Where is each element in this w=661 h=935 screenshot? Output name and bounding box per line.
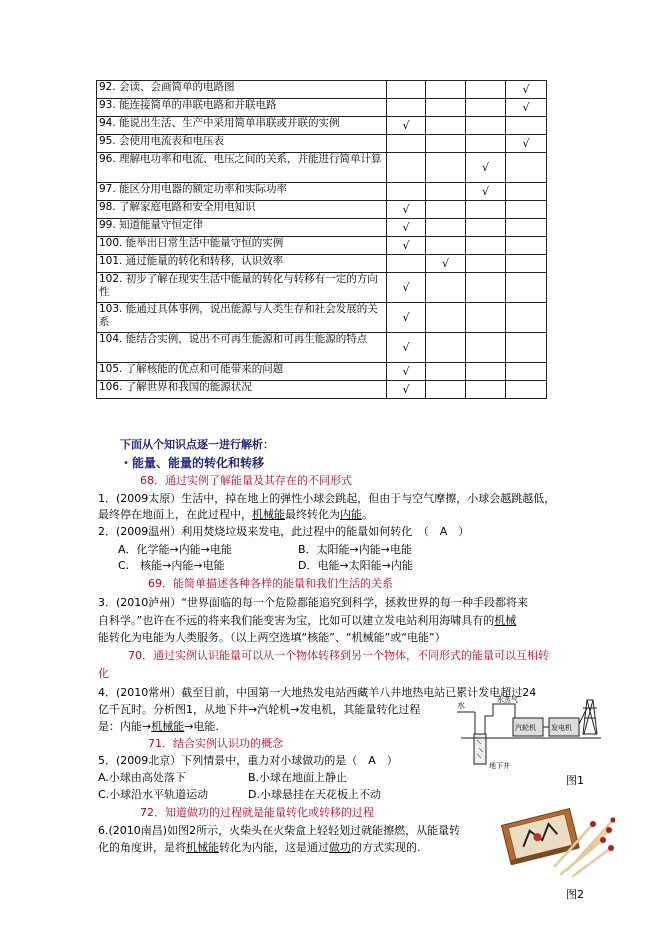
table-row bbox=[97, 183, 547, 201]
standard-text-cell bbox=[97, 201, 387, 219]
standard-text-cell bbox=[97, 381, 387, 399]
standard-71: 71．结合实例认识功的概念 bbox=[148, 737, 283, 750]
standard-description: 初步了解在现实生活中能量的转化与转移有一定的方向性 bbox=[99, 273, 378, 298]
standard-72: 72．知道做功的过程就是能量转化或转移的过程 bbox=[140, 806, 374, 819]
level-mark-cell: √ bbox=[387, 273, 426, 303]
level-mark-cell bbox=[506, 303, 547, 333]
standard-text-cell bbox=[97, 99, 387, 117]
standard-number: 105. bbox=[99, 363, 123, 375]
standard-description: 能举出日常生活中能量守恒的实例 bbox=[125, 237, 284, 249]
level-mark-cell bbox=[426, 333, 466, 363]
table-row bbox=[97, 237, 547, 255]
standard-text-cell bbox=[97, 237, 387, 255]
standard-description: 能连接简单的串联电路和并联电路 bbox=[119, 99, 277, 111]
standard-number: 99. bbox=[99, 219, 116, 231]
standard-number: 92. bbox=[99, 81, 116, 93]
q5-option-a: A.小球由高处落下 bbox=[98, 771, 186, 784]
figure1-label-turbine: 汽轮机 bbox=[515, 725, 536, 732]
standard-number: 97. bbox=[99, 183, 116, 195]
table-row bbox=[97, 219, 547, 237]
level-mark-cell bbox=[466, 303, 506, 333]
table-row bbox=[97, 381, 547, 399]
q3-line2: 自科学。”也许在不远的将来我们能变害为宝，比如可以建立发电站利用海啸具有的机械 bbox=[98, 614, 517, 627]
level-mark-cell bbox=[506, 333, 547, 363]
table-row bbox=[97, 273, 547, 303]
level-mark-cell: √ bbox=[387, 381, 426, 399]
standard-description: 能区分用电器的额定功率和实际功率 bbox=[119, 183, 288, 195]
standard-description: 会使用电流表和电压表 bbox=[119, 135, 225, 147]
q4-line2: 亿千瓦时。分析图1，从地下井→汽轮机→发电机，其能量转化过程 bbox=[98, 703, 421, 716]
q5-option-c: C.小球沿水平轨道运动 bbox=[98, 788, 209, 801]
level-mark-cell bbox=[426, 117, 466, 135]
level-mark-cell bbox=[506, 201, 547, 219]
standard-text-cell bbox=[97, 255, 387, 273]
level-mark-cell bbox=[506, 273, 547, 303]
level-mark-cell bbox=[506, 183, 547, 201]
standard-description: 了解世界和我国的能源状况 bbox=[125, 381, 252, 393]
q2-option-c: C. 核能→内能→电能 bbox=[118, 559, 225, 572]
level-mark-cell bbox=[426, 381, 466, 399]
level-mark-cell bbox=[387, 183, 426, 201]
standard-text-cell bbox=[97, 153, 387, 183]
q2-option-d: D．电能→太阳能→内能 bbox=[298, 559, 413, 572]
table-row bbox=[97, 81, 547, 99]
table-row bbox=[97, 363, 547, 381]
figure1-label-well: 地下井 bbox=[489, 763, 510, 770]
level-mark-cell bbox=[466, 81, 506, 99]
q3-answer-1: 机械 bbox=[494, 614, 517, 627]
level-mark-cell bbox=[426, 237, 466, 255]
q4-line1: 4．(2010常州）截至目前，中国第一大地热发电站西藏羊八井地热电站已累计发电超过24 bbox=[98, 686, 537, 699]
q1-answer-1: 机械能 bbox=[252, 508, 285, 521]
level-mark-cell: √ bbox=[387, 237, 426, 255]
table-row bbox=[97, 333, 547, 363]
level-mark-cell: √ bbox=[387, 117, 426, 135]
level-mark-cell bbox=[426, 135, 466, 153]
level-mark-cell: √ bbox=[466, 153, 506, 183]
level-mark-cell bbox=[506, 363, 547, 381]
standard-description: 会读、会画简单的电路图 bbox=[119, 81, 235, 93]
level-mark-cell: √ bbox=[466, 183, 506, 201]
level-mark-cell bbox=[466, 117, 506, 135]
standard-description: 理解电功率和电流、电压之间的关系，并能进行简单计算 bbox=[119, 153, 382, 165]
standard-text-cell bbox=[97, 219, 387, 237]
level-mark-cell: √ bbox=[387, 363, 426, 381]
level-mark-cell bbox=[466, 219, 506, 237]
standard-description: 能通过具体事例，说出能源与人类生存和社会发展的关系 bbox=[99, 303, 378, 328]
standard-number: 96. bbox=[99, 153, 116, 165]
standard-description: 了解家庭电路和安全用电知识 bbox=[119, 201, 256, 213]
level-mark-cell: √ bbox=[387, 333, 426, 363]
level-mark-cell: √ bbox=[387, 201, 426, 219]
figure1-label-water: 水 bbox=[457, 701, 465, 710]
level-mark-cell: √ bbox=[387, 303, 426, 333]
q6-line1: 6.(2010南昌)如图2所示，火柴头在火柴盒上轻轻划过就能擦燃，从能量转 bbox=[98, 824, 461, 837]
standard-number: 103. bbox=[99, 303, 123, 315]
standard-number: 106. bbox=[99, 381, 123, 393]
level-mark-cell bbox=[387, 81, 426, 99]
table-row bbox=[97, 117, 547, 135]
figure2-matchbox-illustration bbox=[497, 790, 615, 882]
q5-stem: 5．(2009北京）下列情景中，重力对小球做功的是（ A ） bbox=[98, 754, 398, 767]
standard-text-cell bbox=[97, 333, 387, 363]
level-mark-cell: √ bbox=[506, 135, 547, 153]
level-mark-cell bbox=[426, 153, 466, 183]
q6-answer-1: 机械能 bbox=[186, 841, 219, 854]
figure1-caption: 图1 bbox=[566, 774, 584, 787]
standard-text-cell bbox=[97, 81, 387, 99]
level-mark-cell bbox=[387, 135, 426, 153]
level-mark-cell bbox=[506, 153, 547, 183]
level-mark-cell bbox=[466, 363, 506, 381]
level-mark-cell bbox=[466, 333, 506, 363]
q1-line1: 1．(2009太原）生活中，掉在地上的弹性小球会跳起，但由于与空气摩擦，小球会越跳越低， bbox=[98, 492, 556, 505]
level-mark-cell: √ bbox=[387, 219, 426, 237]
level-mark-cell bbox=[466, 99, 506, 117]
standard-text-cell bbox=[97, 303, 387, 333]
q4-answer: 机械能 bbox=[151, 720, 185, 733]
standard-description: 能结合实例，说出不可再生能源和可再生能源的特点 bbox=[125, 333, 368, 345]
q2-option-b: B．太阳能→内能→电能 bbox=[298, 543, 412, 556]
level-mark-cell bbox=[466, 135, 506, 153]
standard-description: 了解核能的优点和可能带来的问题 bbox=[125, 363, 284, 375]
q5-option-b: B.小球在地面上静止 bbox=[248, 771, 348, 784]
level-mark-cell: √ bbox=[506, 81, 547, 99]
table-row bbox=[97, 99, 547, 117]
level-mark-cell bbox=[387, 153, 426, 183]
level-mark-cell bbox=[466, 201, 506, 219]
standard-description: 能说出生活、生产中采用简单串联或并联的实例 bbox=[119, 117, 340, 129]
level-mark-cell bbox=[506, 255, 547, 273]
q6-line2: 化的角度讲，是将机械能转化为内能，这是通过做功的方式实现的. bbox=[98, 841, 421, 854]
standard-number: 100. bbox=[99, 237, 123, 249]
table-row bbox=[97, 201, 547, 219]
level-mark-cell bbox=[506, 381, 547, 399]
q3-line3: 能转化为电能为人类服务。（以上两空选填“核能”、“机械能”或“电能”） bbox=[98, 631, 446, 644]
level-mark-cell bbox=[426, 273, 466, 303]
standard-text-cell bbox=[97, 363, 387, 381]
level-mark-cell bbox=[426, 183, 466, 201]
standard-number: 101. bbox=[99, 255, 123, 267]
level-mark-cell bbox=[387, 99, 426, 117]
figure1-diagram bbox=[453, 694, 603, 772]
standard-text-cell bbox=[97, 273, 387, 303]
level-mark-cell bbox=[466, 273, 506, 303]
level-mark-cell: √ bbox=[426, 255, 466, 273]
standard-number: 94. bbox=[99, 117, 116, 129]
level-mark-cell bbox=[426, 219, 466, 237]
standard-number: 102. bbox=[99, 273, 123, 285]
level-mark-cell: √ bbox=[506, 99, 547, 117]
table-row bbox=[97, 153, 547, 183]
standard-number: 93. bbox=[99, 99, 116, 111]
level-mark-cell bbox=[466, 255, 506, 273]
standard-number: 104. bbox=[99, 333, 123, 345]
q1-line2: 最终停在地面上，在此过程中，机械能最终转化为内能。 bbox=[98, 508, 373, 521]
table-row bbox=[97, 135, 547, 153]
intro-heading: 下面从个知识点逐一进行解析： bbox=[120, 438, 274, 451]
level-mark-cell bbox=[426, 363, 466, 381]
q3-line1: 3．(2010泸州）“世界面临的每一个危险都能追究到科学，拯救世界的每一种手段都将来 bbox=[98, 596, 528, 609]
standard-description: 知道能量守恒定律 bbox=[119, 219, 204, 231]
standard-description: 通过能量的转化和转移，认识效率 bbox=[125, 255, 284, 267]
level-mark-cell bbox=[506, 117, 547, 135]
q2-option-a: A．化学能→内能→电能 bbox=[118, 543, 232, 556]
level-mark-cell bbox=[466, 237, 506, 255]
standard-text-cell bbox=[97, 183, 387, 201]
standard-70-line2: 化 bbox=[98, 667, 109, 680]
level-mark-cell bbox=[466, 381, 506, 399]
standard-number: 98. bbox=[99, 201, 116, 213]
level-mark-cell bbox=[387, 255, 426, 273]
level-mark-cell bbox=[506, 237, 547, 255]
q5-option-d: D.小球悬挂在天花板上不动 bbox=[248, 788, 381, 801]
table-row bbox=[97, 255, 547, 273]
q6-answer-2: 做功 bbox=[329, 841, 351, 854]
figure1-label-generator: 发电机 bbox=[551, 725, 572, 732]
level-mark-cell bbox=[506, 219, 547, 237]
standard-68: 68．通过实例了解能量及其存在的不同形式 bbox=[140, 474, 352, 487]
standards-table bbox=[96, 80, 547, 399]
q2-stem: 2．(2009温州）利用焚烧垃圾来发电，此过程中的能量如何转化 （ A ） bbox=[98, 525, 470, 538]
level-mark-cell bbox=[426, 81, 466, 99]
table-row bbox=[97, 303, 547, 333]
level-mark-cell bbox=[426, 201, 466, 219]
figure1-label-steam: 水蒸气 bbox=[497, 697, 518, 704]
standard-70-line1: 70．通过实例认识能量可以从一个物体转移到另一个物体，不同形式的能量可以互相转 bbox=[128, 649, 549, 662]
standard-text-cell bbox=[97, 117, 387, 135]
q4-line3: 是：内能→机械能→电能. bbox=[98, 720, 219, 733]
standard-text-cell bbox=[97, 135, 387, 153]
figure2-caption: 图2 bbox=[566, 888, 584, 901]
q1-answer-2: 内能 bbox=[340, 508, 362, 521]
standard-number: 95. bbox=[99, 135, 116, 147]
level-mark-cell bbox=[426, 303, 466, 333]
standard-69: 69．能简单描述各种各样的能量和我们生活的关系 bbox=[148, 577, 393, 590]
section-title: ・能量、能量的转化和转移 bbox=[120, 456, 265, 470]
level-mark-cell bbox=[426, 99, 466, 117]
